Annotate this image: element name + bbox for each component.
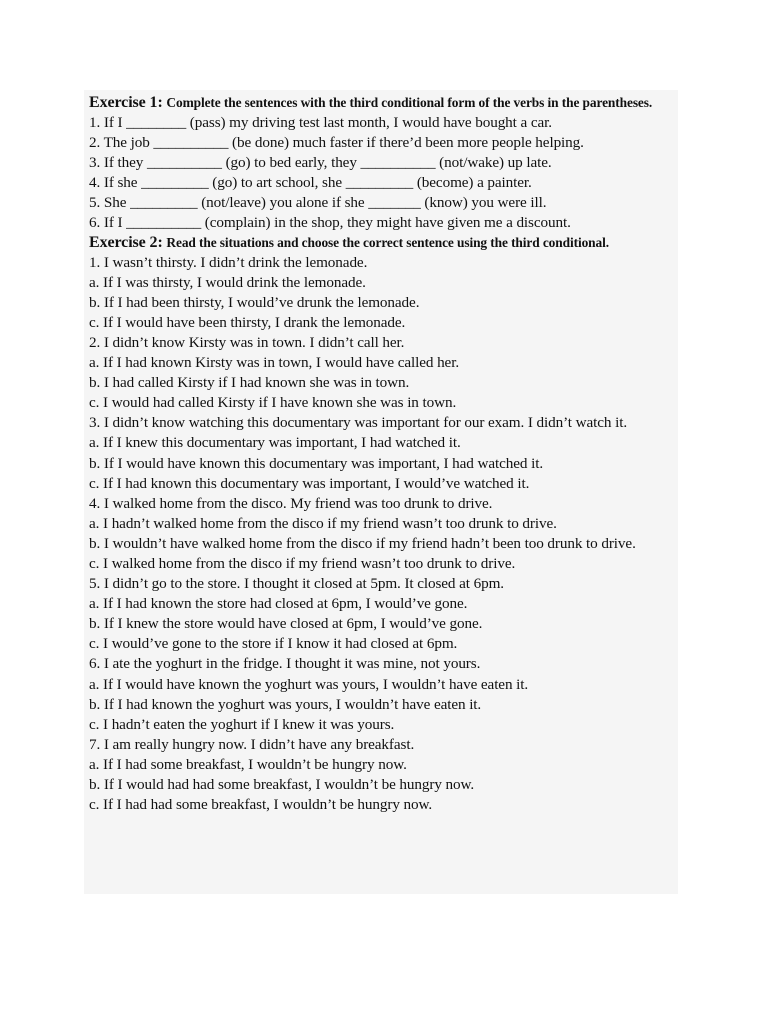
exercise2-question: 5. I didn’t go to the store. I thought it closed at 5pm. It closed at 6pm. (89, 575, 504, 593)
exercise2-option: a. If I had some breakfast, I wouldn’t be hungry now. (89, 755, 407, 773)
exercise2-list (89, 253, 673, 816)
exercise2-option: a. If I knew this documentary was important, I had watched it. (89, 434, 461, 452)
exercise1-item: 5. She _________ (not/leave) you alone if she _______ (know) you were ill. (89, 194, 547, 212)
exercise2-option: c. I would’ve gone to the store if I know it had closed at 6pm. (89, 635, 458, 653)
exercise1-list (89, 113, 673, 234)
exercise2-question: 7. I am really hungry now. I didn’t have any breakfast. (89, 735, 415, 753)
exercise2-option: c. I would had called Kirsty if I have known she was in town. (89, 394, 457, 412)
exercise2-question: 6. I ate the yoghurt in the fridge. I thought it was mine, not yours. (89, 655, 481, 673)
exercise1-item: 4. If she _________ (go) to art school, she _________ (become) a painter. (89, 174, 532, 192)
exercise1-item: 6. If I __________ (complain) in the shop, they might have given me a discount. (89, 214, 571, 232)
exercise2-option: c. If I would have been thirsty, I drank the lemonade. (89, 313, 406, 331)
exercise2-option: b. If I would had had some breakfast, I wouldn’t be hungry now. (89, 776, 475, 793)
exercise2-option: b. If I had been thirsty, I would’ve drunk the lemonade. (89, 293, 420, 311)
exercise1-item: 1. If I ________ (pass) my driving test last month, I would have bought a car. (89, 114, 552, 131)
worksheet-content (89, 94, 673, 815)
exercise2-option: a. If I had known the store had closed at 6pm, I would’ve gone. (89, 595, 468, 613)
exercise2-option: b. I wouldn’t have walked home from the disco if my friend hadn’t been too drunk to drive. (89, 534, 636, 552)
exercise2-question: 3. I didn’t know watching this documentary was important for our exam. I didn’t watch it. (89, 414, 628, 432)
exercise2-option: a. If I was thirsty, I would drink the lemonade. (89, 273, 366, 291)
exercise2-heading (89, 234, 673, 252)
exercise1-item: 3. If they __________ (go) to bed early, they __________ (not/wake) up late. (89, 154, 552, 172)
exercise2-option: b. I had called Kirsty if I had known she was in town. (89, 374, 410, 392)
exercise1-instruction: Complete the sentences with the third conditional form of the verbs in the parentheses. (166, 95, 653, 110)
exercise2-option: b. If I knew the store would have closed at 6pm, I would’ve gone. (89, 615, 483, 633)
exercise1-title: Exercise 1: (89, 94, 163, 111)
exercise1-heading (89, 94, 673, 112)
exercise2-option: c. I hadn’t eaten the yoghurt if I knew it was yours. (89, 715, 395, 733)
exercise2-title: Exercise 2: (89, 233, 163, 251)
exercise2-option: a. I hadn’t walked home from the disco if my friend wasn’t too drunk to drive. (89, 514, 557, 532)
exercise2-option: b. If I had known the yoghurt was yours, I wouldn’t have eaten it. (89, 695, 482, 713)
exercise2-question: 4. I walked home from the disco. My friend was too drunk to drive. (89, 494, 493, 512)
exercise2-option: a. If I would have known the yoghurt was yours, I wouldn’t have eaten it. (89, 675, 529, 693)
exercise2-option: b. If I would have known this documentary was important, I had watched it. (89, 454, 544, 472)
exercise2-option: c. I walked home from the disco if my friend wasn’t too drunk to drive. (89, 554, 516, 572)
exercise2-option: c. If I had had some breakfast, I wouldn’t be hungry now. (89, 796, 433, 814)
exercise2-instruction: Read the situations and choose the correct sentence using the third conditional. (166, 234, 609, 250)
exercise1-item: 2. The job __________ (be done) much faster if there’d been more people helping. (89, 134, 584, 152)
exercise2-option: a. If I had known Kirsty was in town, I would have called her. (89, 354, 460, 372)
exercise2-question: 1. I wasn’t thirsty. I didn’t drink the lemonade. (89, 253, 368, 271)
exercise2-question: 2. I didn’t know Kirsty was in town. I didn’t call her. (89, 333, 405, 351)
exercise2-option: c. If I had known this documentary was important, I would’ve watched it. (89, 474, 530, 492)
